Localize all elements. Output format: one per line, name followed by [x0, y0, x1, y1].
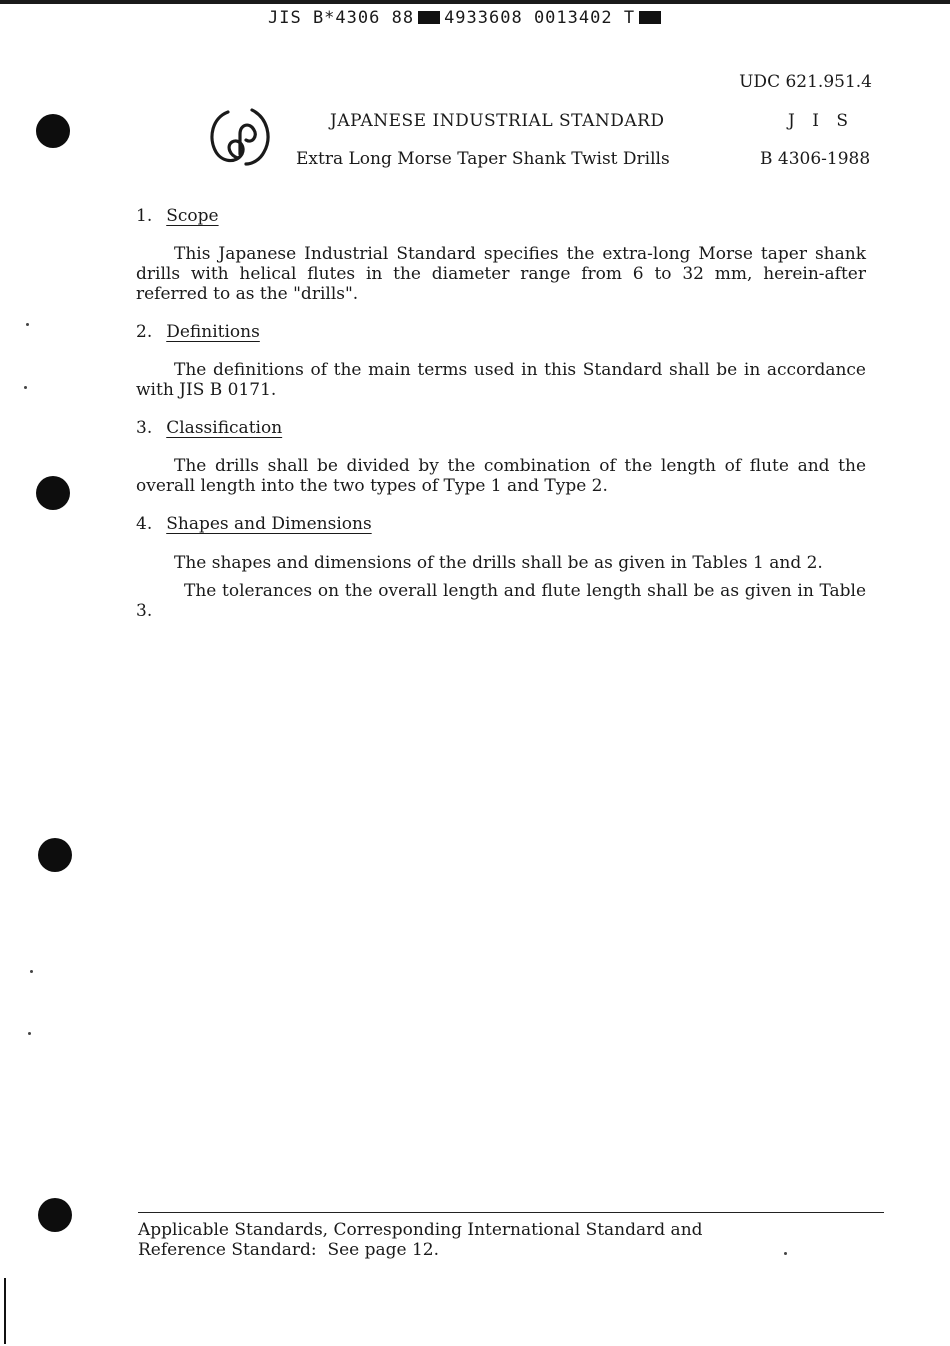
section-shapes-dimensions — [136, 514, 866, 621]
section-heading — [136, 418, 866, 438]
section-title: Definitions — [166, 322, 260, 342]
section-paragraph: The definitions of the main terms used in this Standard shall be in accordance with JIS B 0171. — [136, 360, 866, 400]
section-paragraph: This Japanese Industrial Standard specifies the extra-long Morse taper shank drills with helical flutes in the diameter range from 6 to 32 mm, herein-after referred to as the "drills". — [136, 244, 866, 304]
redaction-block-icon — [639, 11, 661, 24]
section-title: Classification — [166, 418, 283, 438]
section-classification — [136, 418, 866, 496]
scan-edge-mark — [4, 1278, 6, 1344]
udc-code: UDC 621.951.4 — [739, 72, 872, 92]
footer-note — [138, 1220, 838, 1260]
punch-hole — [36, 476, 70, 510]
document-number: B 4306-1988 — [760, 149, 871, 169]
section-number: 4. — [136, 514, 153, 534]
scan-speck — [24, 386, 27, 389]
section-heading — [136, 206, 866, 226]
scan-header-left: JIS B*4306 88 — [268, 8, 415, 28]
section-scope — [136, 206, 866, 304]
section-heading — [136, 322, 866, 342]
section-paragraph: The shapes and dimensions of the drills shall be as given in Tables 1 and 2. — [174, 553, 823, 573]
jis-label: J I S — [788, 111, 854, 131]
section-number: 2. — [136, 322, 153, 342]
section-title: Scope — [166, 206, 219, 226]
scan-speck — [26, 323, 29, 326]
punch-hole — [38, 838, 72, 872]
top-rule — [0, 0, 950, 4]
jis-logo-icon — [206, 104, 274, 168]
section-heading — [136, 514, 866, 534]
scan-speck — [28, 1032, 31, 1035]
scan-speck — [30, 970, 33, 973]
footer-line: Reference Standard: See page 12. — [138, 1240, 440, 1260]
redaction-block-icon — [418, 11, 440, 24]
scan-header — [268, 8, 665, 28]
section-paragraph: The drills shall be divided by the combination of the length of flute and the overall length into the two types of Type 1 and Type 2. — [136, 456, 866, 496]
section-definitions — [136, 322, 866, 400]
scan-header-right: 4933608 0013402 T — [444, 8, 636, 28]
section-paragraph: The tolerances on the overall length and flute length shall be as given in Table 3. — [136, 581, 866, 621]
punch-hole — [36, 114, 70, 148]
punch-hole — [38, 1198, 72, 1232]
footer-line: Applicable Standards, Corresponding International Standard and — [138, 1220, 703, 1240]
standard-title: JAPANESE INDUSTRIAL STANDARD — [330, 111, 665, 131]
document-title: Extra Long Morse Taper Shank Twist Drills — [296, 149, 670, 169]
section-number: 3. — [136, 418, 153, 438]
section-title: Shapes and Dimensions — [166, 514, 372, 534]
section-number: 1. — [136, 206, 153, 226]
footer-rule — [138, 1212, 884, 1213]
